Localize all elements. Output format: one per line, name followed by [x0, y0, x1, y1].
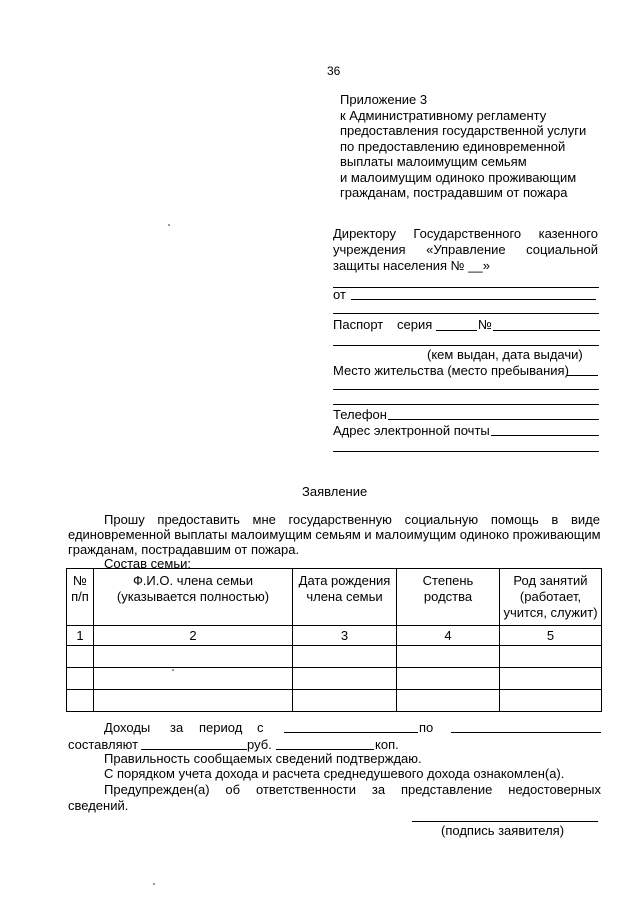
kop-amount-field[interactable]	[276, 749, 374, 750]
addressee-line: учреждения «Управление социальной	[333, 242, 598, 257]
header-cell-relation: Степень родства	[397, 569, 500, 626]
table-cell[interactable]	[397, 668, 500, 690]
page-number: 36	[327, 64, 341, 78]
issued-by-hint: (кем выдан, дата выдачи)	[427, 347, 583, 362]
table-cell[interactable]	[397, 690, 500, 712]
table-row[interactable]	[67, 690, 602, 712]
column-number: 2	[94, 626, 293, 646]
email-field-line[interactable]	[333, 451, 599, 452]
warned-end: сведений.	[68, 798, 129, 813]
appendix-line: гражданам, пострадавшим от пожара	[340, 185, 568, 200]
column-number: 1	[67, 626, 94, 646]
residence-field-line[interactable]	[333, 389, 599, 390]
table-cell[interactable]	[67, 646, 94, 668]
statement-body-line: единовременной выплаты малоимущим семьям и малоимущим одиноко проживающим	[68, 527, 601, 542]
passport-label: Паспорт	[333, 317, 384, 332]
period-from-field[interactable]	[284, 732, 418, 733]
column-number: 3	[293, 626, 397, 646]
appendix-line: к Административному регламенту	[340, 107, 547, 123]
table-cell[interactable]	[500, 668, 602, 690]
table-cell[interactable]	[293, 646, 397, 668]
addressee-line: защиты населения № __»	[333, 258, 490, 273]
appendix-line: и малоимущим одиноко проживающим	[340, 169, 577, 185]
scan-speck	[168, 224, 170, 226]
table-cell[interactable]	[397, 646, 500, 668]
kop-label: коп.	[375, 737, 399, 752]
header-cell-birthdate: Дата рождения члена семьи	[293, 569, 397, 626]
family-table	[66, 568, 602, 712]
phone-label: Телефон	[333, 407, 387, 422]
statement-body-line: гражданам, пострадавшим от пожара.	[68, 542, 300, 557]
passport-series-field[interactable]	[436, 330, 477, 331]
table-cell[interactable]	[94, 646, 293, 668]
rub-amount-field[interactable]	[141, 749, 247, 750]
acquainted-text: С порядком учета дохода и расчета среднедушевого дохода ознакомлен(а).	[104, 766, 565, 781]
appendix-line: выплаты малоимущим семьям	[340, 154, 527, 169]
residence-field[interactable]	[567, 375, 598, 376]
income-word: Доходы	[104, 720, 151, 735]
table-number-row	[67, 626, 602, 646]
email-field[interactable]	[491, 435, 599, 436]
blank-line	[333, 313, 599, 314]
table-cell[interactable]	[293, 668, 397, 690]
appendix-block	[340, 92, 586, 201]
income-word: за	[170, 720, 184, 735]
amount-label: составляют	[68, 737, 139, 752]
confirm-text: Правильность сообщаемых сведений подтверждаю.	[104, 751, 422, 766]
from-field[interactable]	[351, 299, 596, 300]
warned-line: Предупрежден(а) об ответственности за представление недостоверных	[104, 782, 601, 797]
table-header-row	[67, 569, 602, 626]
table-row[interactable]	[67, 646, 602, 668]
column-number: 4	[397, 626, 500, 646]
scan-speck	[172, 669, 174, 671]
family-label: Состав семьи:	[104, 556, 191, 571]
passport-number-label: №	[478, 317, 492, 332]
table-cell[interactable]	[67, 668, 94, 690]
header-cell-number: № п/п	[67, 569, 94, 626]
passport-issued-field[interactable]	[333, 345, 599, 346]
passport-number-field[interactable]	[493, 330, 600, 331]
residence-field-line[interactable]	[333, 404, 599, 405]
table-cell[interactable]	[67, 690, 94, 712]
email-label: Адрес электронной почты	[333, 423, 490, 438]
residence-label: Место жительства (место пребывания)	[333, 363, 569, 378]
addressee-line: Директору Государственного казенного	[333, 226, 598, 241]
table-cell[interactable]	[94, 668, 293, 690]
statement-body-line: Прошу предоставить мне государственную социальную помощь в виде	[104, 512, 600, 527]
header-cell-occupation: Род занятий (работает, учится, служит)	[500, 569, 602, 626]
series-label: серия	[397, 317, 433, 332]
scan-speck	[153, 883, 155, 885]
income-word: с	[257, 720, 264, 735]
phone-field[interactable]	[388, 419, 599, 420]
header-cell-name: Ф.И.О. члена семьи (указывается полностью)	[94, 569, 293, 626]
period-to-label: по	[419, 720, 434, 735]
table-cell[interactable]	[94, 690, 293, 712]
from-label: от	[333, 287, 346, 302]
table-cell[interactable]	[500, 646, 602, 668]
period-to-field[interactable]	[451, 732, 601, 733]
appendix-line: Приложение 3	[340, 92, 428, 107]
blank-line	[333, 287, 599, 288]
rub-label: руб.	[247, 737, 272, 752]
table-row[interactable]	[67, 668, 602, 690]
appendix-line: предоставления государственной услуги	[340, 123, 587, 138]
signature-field[interactable]	[412, 821, 598, 822]
appendix-line: по предоставлению единовременной	[340, 138, 566, 154]
income-word: период	[199, 720, 243, 735]
signature-hint: (подпись заявителя)	[441, 823, 565, 838]
column-number: 5	[500, 626, 602, 646]
table-cell[interactable]	[500, 690, 602, 712]
table-cell[interactable]	[293, 690, 397, 712]
statement-title: Заявление	[302, 484, 368, 499]
